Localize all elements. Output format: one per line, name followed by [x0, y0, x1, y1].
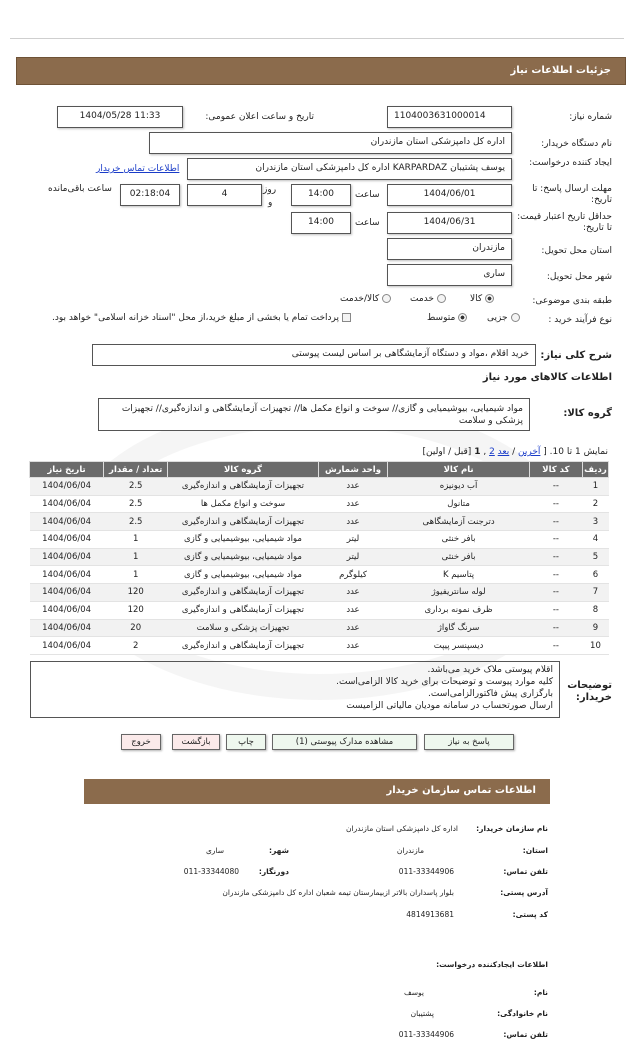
- item-name: دیسپنسر پیپت: [388, 637, 530, 655]
- row-number: 8: [582, 601, 608, 619]
- item-name: ظرف نمونه برداری: [388, 601, 530, 619]
- contact-city: ساری: [205, 846, 224, 855]
- print-button[interactable]: چاپ: [226, 734, 266, 750]
- deadline-time-field: 14:00: [291, 184, 351, 206]
- contact-fax: 011-33344080: [183, 867, 239, 876]
- item-date: 1404/06/04: [30, 601, 104, 619]
- countdown-field: 02:18:04: [120, 184, 180, 206]
- contact-province: مازندران: [396, 846, 424, 855]
- item-date: 1404/06/04: [30, 548, 104, 566]
- buyer-org-label: نام دستگاه خریدار:: [541, 139, 612, 149]
- contact-phone-label: تلفن تماس:: [503, 867, 548, 876]
- contact-fax-label: دورنگار:: [258, 867, 289, 876]
- notes-label: توضیحات خریدار:: [567, 680, 612, 703]
- row-number: 5: [582, 548, 608, 566]
- row-number: 7: [582, 584, 608, 602]
- row-number: 6: [582, 566, 608, 584]
- goods-group-label: گروه کالا:: [563, 408, 612, 419]
- table-row: [30, 566, 609, 584]
- days-remaining-field: 4: [187, 184, 262, 206]
- exit-button[interactable]: خروج: [121, 734, 161, 750]
- need-number-field: 1104003631000014: [387, 106, 512, 128]
- delivery-province-label: استان محل تحویل:: [541, 246, 612, 256]
- pagination-page-2-link[interactable]: 2: [489, 447, 495, 457]
- payment-note: پرداخت تمام یا بخشی از مبلغ خرید،از محل "اسناد خزانه اسلامی" خواهد بود.: [52, 313, 340, 323]
- and-label: و: [268, 198, 273, 208]
- item-code: --: [529, 566, 582, 584]
- goods-table: [29, 461, 609, 655]
- item-name: متانول: [388, 495, 530, 513]
- row-number: 2: [582, 495, 608, 513]
- table-row: [30, 548, 609, 566]
- col-group: گروه کالا: [168, 462, 318, 478]
- item-name: پتاسیم K: [388, 566, 530, 584]
- creator-name-label: نام:: [533, 988, 548, 997]
- table-row: [30, 513, 609, 531]
- item-unit: عدد: [318, 637, 388, 655]
- item-code: --: [529, 478, 582, 496]
- pagination-last-link[interactable]: آخرین: [518, 447, 541, 457]
- announce-label: تاریخ و ساعت اعلان عمومی:: [205, 112, 314, 122]
- item-group: تجهیزات پزشکی و سلامت: [168, 619, 318, 637]
- deadline-date-field: 1404/06/01: [387, 184, 512, 206]
- note-line: کلیه موارد پیوست و توضیحات برای خرید کالا الزامی‌است.: [336, 677, 553, 687]
- item-code: --: [529, 584, 582, 602]
- row-number: 9: [582, 619, 608, 637]
- table-row: [30, 478, 609, 496]
- radio-selected-icon: [458, 313, 467, 322]
- buyer-org-field: اداره کل دامپزشکی استان مازندران: [149, 132, 512, 154]
- col-name: نام کالا: [388, 462, 530, 478]
- item-group: سوخت و انواع مکمل ها: [168, 495, 318, 513]
- item-group: تجهیزات آزمایشگاهی و اندازه‌گیری: [168, 584, 318, 602]
- item-date: 1404/06/04: [30, 584, 104, 602]
- item-code: --: [529, 637, 582, 655]
- table-row: [30, 531, 609, 549]
- item-name: آب دیونیزه: [388, 478, 530, 496]
- item-unit: لیتر: [318, 548, 388, 566]
- item-unit: عدد: [318, 619, 388, 637]
- price-validity-date-field: 1404/06/31: [387, 212, 512, 234]
- item-date: 1404/06/04: [30, 566, 104, 584]
- item-code: --: [529, 513, 582, 531]
- creator-field: یوسف پشتیبان KARPARDAZ اداره کل دامپزشکی استان مازندران: [187, 158, 512, 180]
- col-unit: واحد شمارش: [318, 462, 388, 478]
- summary-field: خرید اقلام ،مواد و دستگاه آزمایشگاهی بر اساس لیست پیوستی: [92, 344, 536, 366]
- remaining-label: ساعت باقی‌مانده: [48, 184, 112, 194]
- delivery-city-field: ساری: [387, 264, 512, 286]
- contact-address-label: آدرس پستی:: [500, 888, 548, 897]
- contact-title: اطلاعات تماس سازمان خریدار: [386, 785, 536, 796]
- need-number-label: شماره نیاز:: [569, 112, 612, 122]
- pagination-showing: نمایش 1 تا 10.: [549, 447, 608, 457]
- item-unit: عدد: [318, 495, 388, 513]
- item-qty: 1: [104, 548, 168, 566]
- row-number: 3: [582, 513, 608, 531]
- goods-group-field: مواد شیمیایی، بیوشیمیایی و گازی// سوخت و انواع مکمل ها// تجهیزات آزمایشگاهی و اندازه‌گیری// تجهیزات پزشکی و سلامت: [98, 398, 530, 431]
- contact-section-header: [84, 779, 550, 804]
- item-code: --: [529, 601, 582, 619]
- contact-postal-label: کد پستی:: [512, 910, 548, 919]
- table-row: [30, 637, 609, 655]
- view-attachments-button[interactable]: مشاهده مدارک پیوستی (1): [272, 734, 417, 750]
- creator-name: یوسف: [403, 988, 424, 997]
- item-unit: کیلوگرم: [318, 566, 388, 584]
- item-qty: 120: [104, 584, 168, 602]
- radio-icon: [382, 294, 391, 303]
- day-label: روز: [263, 185, 277, 195]
- item-code: --: [529, 495, 582, 513]
- item-unit: عدد: [318, 513, 388, 531]
- item-qty: 120: [104, 601, 168, 619]
- item-qty: 2.5: [104, 495, 168, 513]
- price-validity-label: حداقل تاریخ اعتبار قیمت: تا تاریخ:: [517, 212, 612, 233]
- category-option-label: خدمت: [410, 294, 434, 304]
- checkbox-icon: [342, 313, 351, 322]
- contact-org: اداره کل دامپزشکی استان مازندران: [346, 824, 458, 833]
- note-line: ارسال صورتحساب در سامانه مودیان مالیاتی الزامیست: [346, 701, 553, 711]
- radio-selected-icon: [485, 294, 494, 303]
- item-group: تجهیزات آزمایشگاهی و اندازه‌گیری: [168, 478, 318, 496]
- category-option-label: کالا/خدمت: [340, 294, 380, 304]
- item-name: لوله سانتریفیوژ: [388, 584, 530, 602]
- item-qty: 2.5: [104, 513, 168, 531]
- item-name: بافر خنثی: [388, 548, 530, 566]
- notes-box: [30, 661, 560, 718]
- announce-datetime-field: 1404/05/28 11:33: [57, 106, 183, 128]
- item-qty: 20: [104, 619, 168, 637]
- item-qty: 1: [104, 531, 168, 549]
- item-group: تجهیزات آزمایشگاهی و اندازه‌گیری: [168, 601, 318, 619]
- contact-phone: 011-33344906: [398, 867, 454, 876]
- col-row: ردیف: [582, 462, 608, 478]
- item-date: 1404/06/04: [30, 531, 104, 549]
- process-label: نوع فرآیند خرید :: [548, 315, 612, 325]
- item-name: سرنگ گاواژ: [388, 619, 530, 637]
- summary-label: شرح کلی نیاز:: [540, 350, 612, 361]
- radio-icon: [511, 313, 520, 322]
- process-option-minor[interactable]: [487, 313, 520, 323]
- item-group: تجهیزات آزمایشگاهی و اندازه‌گیری: [168, 637, 318, 655]
- item-qty: 2: [104, 637, 168, 655]
- col-date: تاریخ نیاز: [30, 462, 104, 478]
- goods-section-title: اطلاعات کالاهای مورد نیاز: [482, 372, 612, 383]
- table-header-row: [30, 462, 609, 478]
- item-date: 1404/06/04: [30, 619, 104, 637]
- contact-address: بلوار پاسداران بالاتر ازبیمارستان تیمه شعبان اداره کل دامپزشکی مازندران: [222, 888, 454, 897]
- price-validity-time-field: 14:00: [291, 212, 351, 234]
- col-code: کد کالا: [529, 462, 582, 478]
- item-date: 1404/06/04: [30, 513, 104, 531]
- table-row: [30, 619, 609, 637]
- item-date: 1404/06/04: [30, 495, 104, 513]
- item-group: مواد شیمیایی، بیوشیمیایی و گازی: [168, 548, 318, 566]
- price-validity-time-label: ساعت: [355, 218, 380, 228]
- process-option-label: متوسط: [427, 313, 456, 323]
- item-group: تجهیزات آزمایشگاهی و اندازه‌گیری: [168, 513, 318, 531]
- process-option-medium[interactable]: [427, 313, 467, 323]
- category-option-label: کالا: [470, 294, 483, 304]
- row-number: 4: [582, 531, 608, 549]
- contact-org-label: نام سازمان خریدار:: [476, 824, 548, 833]
- item-group: مواد شیمیایی، بیوشیمیایی و گازی: [168, 566, 318, 584]
- back-button[interactable]: بازگشت: [172, 734, 220, 750]
- delivery-city-label: شهر محل تحویل:: [546, 272, 612, 282]
- item-unit: لیتر: [318, 531, 388, 549]
- page-title: جزئیات اطلاعات نیاز: [510, 65, 611, 76]
- item-unit: عدد: [318, 478, 388, 496]
- row-number: 1: [582, 478, 608, 496]
- category-label: طبقه بندی موضوعی:: [532, 296, 612, 306]
- contact-postal: 4814913681: [406, 910, 454, 919]
- item-code: --: [529, 531, 582, 549]
- payment-treasury-checkbox[interactable]: [52, 313, 351, 323]
- item-unit: عدد: [318, 584, 388, 602]
- category-option-service[interactable]: [410, 294, 446, 304]
- creator-phone: 011-33344906: [398, 1030, 454, 1039]
- table-row: [30, 584, 609, 602]
- item-date: 1404/06/04: [30, 478, 104, 496]
- note-line: اقلام پیوستی ملاک خرید می‌باشد.: [427, 665, 553, 675]
- item-group: مواد شیمیایی، بیوشیمیایی و گازی: [168, 531, 318, 549]
- table-row: [30, 495, 609, 513]
- creator-info-title: اطلاعات ایجادکننده درخواست:: [436, 960, 548, 969]
- pagination: نمایش 1 تا 10. [ آخرین / بعد 2 , 1 [قبل / اولین]: [422, 447, 608, 457]
- pagination-next-link[interactable]: بعد: [497, 447, 510, 457]
- deadline-label: مهلت ارسال پاسخ: تا تاریخ:: [532, 184, 612, 205]
- item-unit: عدد: [318, 601, 388, 619]
- category-option-goods[interactable]: [470, 294, 494, 304]
- top-divider: [10, 38, 624, 39]
- item-code: --: [529, 619, 582, 637]
- item-code: --: [529, 548, 582, 566]
- pagination-first: اولین]: [422, 447, 446, 457]
- reply-button[interactable]: پاسخ به نیاز: [424, 734, 514, 750]
- deadline-time-label: ساعت: [355, 190, 380, 200]
- col-qty: تعداد / مقدار: [104, 462, 168, 478]
- category-option-goods-service[interactable]: [340, 294, 391, 304]
- pagination-prev: [قبل: [453, 447, 472, 457]
- creator-label: ایجاد کننده درخواست:: [529, 158, 612, 168]
- contact-province-label: استان:: [522, 846, 548, 855]
- creator-family-label: نام خانوادگی:: [497, 1009, 548, 1018]
- process-option-label: جزیی: [487, 313, 508, 323]
- row-number: 10: [582, 637, 608, 655]
- page-header: [16, 57, 626, 85]
- creator-family: پشتیبان: [410, 1009, 434, 1018]
- delivery-province-field: مازندران: [387, 238, 512, 260]
- item-date: 1404/06/04: [30, 637, 104, 655]
- item-name: بافر خنثی: [388, 531, 530, 549]
- buyer-contact-link[interactable]: اطلاعات تماس خریدار: [96, 164, 180, 174]
- note-line: بارگزاری پیش فاکتورالزامی‌است.: [428, 689, 553, 699]
- radio-icon: [437, 294, 446, 303]
- contact-city-label: شهر:: [269, 846, 289, 855]
- item-qty: 2.5: [104, 478, 168, 496]
- creator-phone-label: تلفن تماس:: [503, 1030, 548, 1039]
- table-row: [30, 601, 609, 619]
- item-name: دترجنت آزمایشگاهی: [388, 513, 530, 531]
- pagination-current-page: 1: [474, 447, 481, 457]
- item-qty: 1: [104, 566, 168, 584]
